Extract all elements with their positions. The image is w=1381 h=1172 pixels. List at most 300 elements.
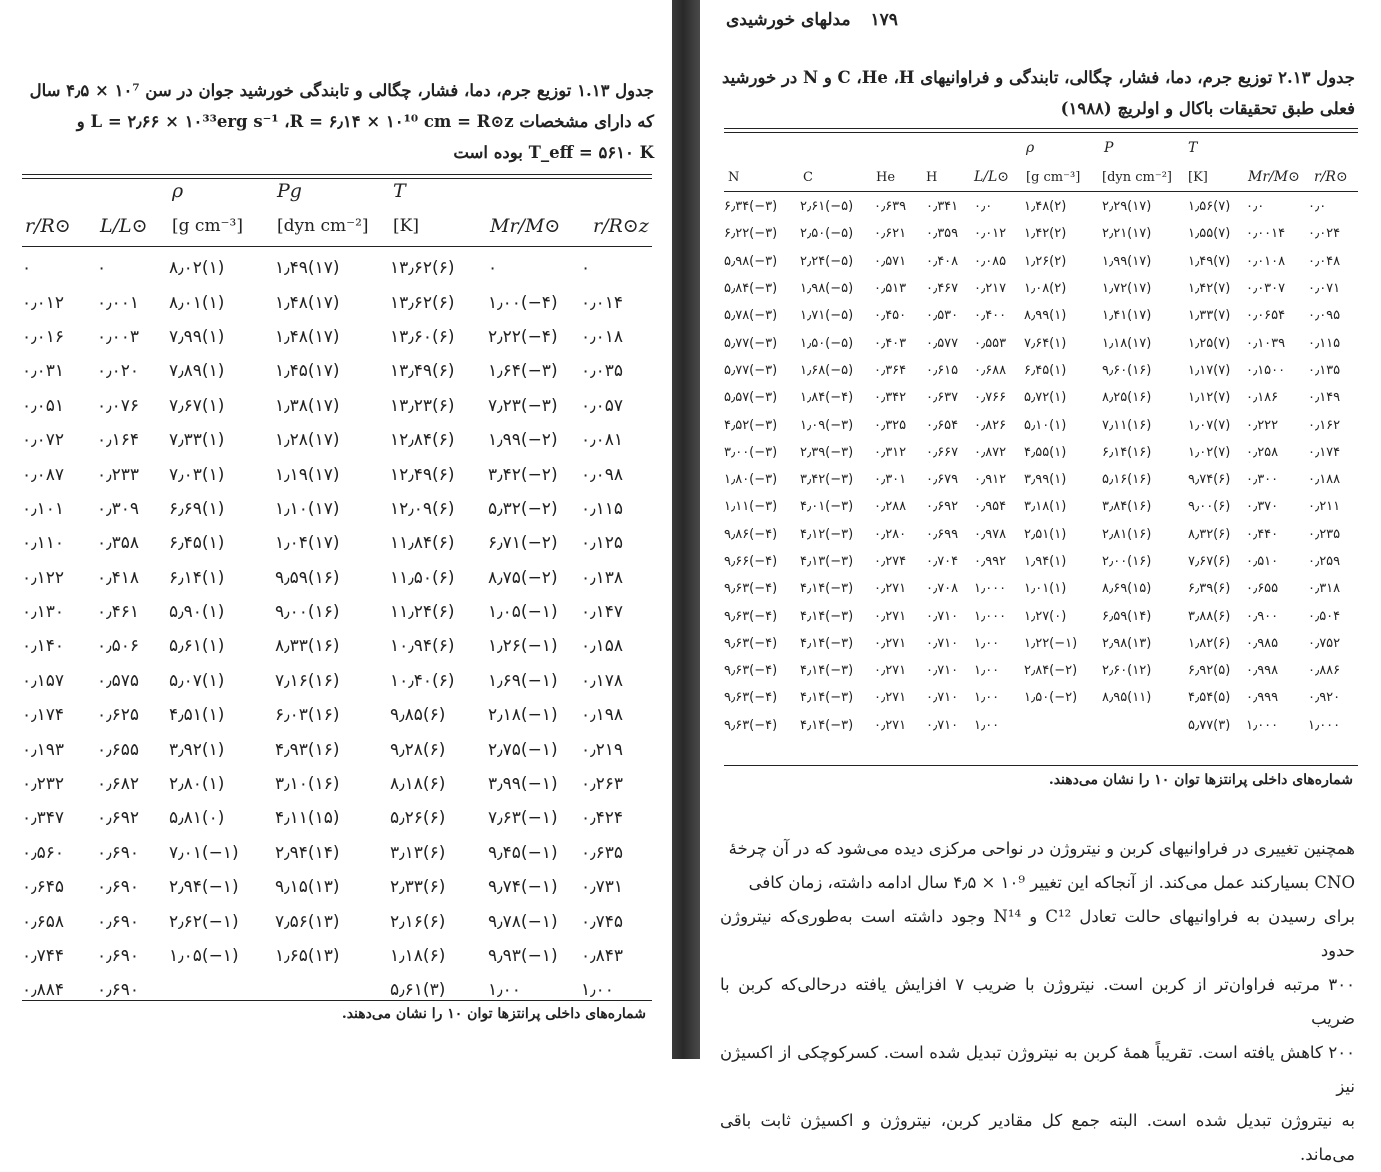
table-cell: ۴٫۱۴(−۳) xyxy=(800,663,854,679)
table-cell: ۰٫۵۷۷ xyxy=(926,335,959,351)
table-cell: ۹٫۶۳(−۴) xyxy=(724,635,778,651)
table-cell: ۲٫۶۱(−۵) xyxy=(800,199,854,215)
table-cell: ۱٫۴۹(۱۷) xyxy=(275,258,340,279)
table-2-13-footnote: شماره‌های داخلی پرانتزها توان ۱۰ را نشان می‌دهند. xyxy=(1048,772,1353,788)
table-cell: ۰٫۱۱۵ xyxy=(581,498,624,519)
table-top-rule-2 xyxy=(724,132,1358,133)
table-cell: ۱٫۰۹(−۳) xyxy=(800,417,854,433)
table-cell: ۱۰٫۹۴(۶) xyxy=(390,636,455,657)
table-cell: ۰٫۶۳۷ xyxy=(926,390,959,406)
table-row xyxy=(22,629,652,663)
table-cell: ۰٫۱۳۰ xyxy=(22,602,65,623)
table-cell: ۰٫۵۷۵ xyxy=(97,670,140,691)
table-cell: ۱٫۶۵(۱۳) xyxy=(275,946,340,966)
table-cell: ۰٫۱۷۸ xyxy=(581,670,624,691)
table-cell: ۱٫۸۲(۶) xyxy=(1188,635,1231,651)
table-cell: ۰٫۷۱۰ xyxy=(926,635,959,651)
book-spine xyxy=(672,0,700,1059)
col-header-l: L/L⊙ xyxy=(974,169,1010,185)
table-cell: ۱٫۹۸(−۵) xyxy=(800,281,854,297)
table-cell: ۱٫۰۵(−۱) xyxy=(488,602,558,623)
table-cell: ۰٫۱۲۲ xyxy=(22,567,65,588)
table-cell: ۰٫۰۶۵۴ xyxy=(1246,308,1286,324)
table-cell: ۰٫۳۴۲ xyxy=(874,390,907,406)
table-cell: ۰٫۲۷۱ xyxy=(874,608,907,624)
table-cell: ۱٫۲۲(−۱) xyxy=(1024,635,1078,651)
table-cell: ۰٫۴۰۳ xyxy=(874,335,907,351)
table-cell: ۱٫۵۰(−۲) xyxy=(1024,690,1078,706)
table-cell: ۱۱٫۵۰(۶) xyxy=(390,567,455,588)
table-cell: ۱٫۱۷(۷) xyxy=(1188,362,1231,378)
table-cell: ۱٫۹۴(۱) xyxy=(1024,554,1067,569)
table-cell: ۵٫۷۸(−۳) xyxy=(724,308,778,324)
col-unit-rho: [g cm⁻³] xyxy=(1026,170,1081,185)
table-cell: ۱٫۱۲(۷) xyxy=(1188,390,1231,406)
table-cell: ۰٫۶۴۵ xyxy=(22,877,65,898)
table-cell: ۷٫۶۴(۱) xyxy=(1024,335,1067,351)
table-cell: ۰٫۲۳۲ xyxy=(22,774,65,795)
table-cell: ۵٫۷۷(۳) xyxy=(1188,717,1231,733)
table-cell: ۰٫۸۸۶ xyxy=(1308,663,1341,679)
table-cell: ۲٫۸۰(۱) xyxy=(169,774,225,795)
table-cell: ۲٫۳۹(−۳) xyxy=(800,444,854,460)
table-cell: ۹٫۸۶(−۴) xyxy=(724,526,778,542)
table-cell: ۲٫۲۴(−۵) xyxy=(800,253,854,269)
table-cell: ۰٫۰۷۶ xyxy=(97,395,140,416)
table-cell: ۰٫۶۱۵ xyxy=(926,362,959,378)
table-cell: ۶٫۴۵(۱) xyxy=(169,533,225,554)
table-cell: ۲٫۱۸(−۱) xyxy=(488,705,558,726)
table-row xyxy=(724,466,1358,493)
table-cell: ۵٫۶۱(۱) xyxy=(169,636,225,657)
table-cell: ۰٫۴۵۰ xyxy=(874,308,907,324)
table-cell: ۰٫۴۰۸ xyxy=(926,253,959,269)
table-cell: ۰٫۰۲۰ xyxy=(97,361,140,382)
table-cell: ۰٫۵۱۰ xyxy=(1246,554,1279,569)
table-cell: ۵٫۹۸(−۳) xyxy=(724,253,778,269)
table-cell: ۰٫۹۹۸ xyxy=(1246,663,1279,679)
table-cell: ۴٫۱۴(−۳) xyxy=(800,717,854,733)
table-cell: ۵٫۷۷(−۳) xyxy=(724,335,778,351)
caption-label: جدول ۱.۱۳ xyxy=(577,81,654,100)
table-cell: ۰٫۵۰۴ xyxy=(1308,608,1341,624)
table-row xyxy=(22,973,652,1007)
left-page xyxy=(0,0,672,1059)
table-row xyxy=(724,275,1358,302)
col-unit-t: [K] xyxy=(393,216,419,236)
table-cell: ۴٫۱۴(−۳) xyxy=(800,581,854,597)
table-cell: ۴٫۵۲(−۳) xyxy=(724,417,778,433)
table-cell: ۸٫۳۲(۶) xyxy=(1188,526,1231,542)
table-cell: ۰٫۰۲۴ xyxy=(1308,226,1341,242)
table-row xyxy=(724,575,1358,602)
table-cell: ۲٫۲۲(−۴) xyxy=(488,326,558,347)
table-cell: ۰٫۵۵۳ xyxy=(974,335,1007,351)
table-cell: ۷٫۶۷(۱) xyxy=(169,395,225,416)
table-cell: ۳٫۸۸(۶) xyxy=(1188,608,1231,624)
table-cell: ۱٫۴۲(۷) xyxy=(1188,281,1231,297)
table-cell: ۶٫۹۲(۵) xyxy=(1188,663,1231,679)
col-header-n: N xyxy=(728,170,740,185)
table-bottom-rule xyxy=(724,765,1358,766)
col-header-rho: ρ xyxy=(1026,140,1035,156)
table-cell: ۹٫۱۵(۱۳) xyxy=(275,877,340,898)
table-cell: ۱٫۶۸(−۵) xyxy=(800,362,854,378)
table-row xyxy=(724,248,1358,275)
table-cell: ۰٫۲۷۱ xyxy=(874,690,907,706)
table-cell: ۱٫۰۰۰ xyxy=(1308,717,1341,733)
table-cell: ۹٫۹۳(−۱) xyxy=(488,946,558,966)
table-cell: ۱٫۰۰۰ xyxy=(1246,717,1279,733)
table-cell: ۴٫۵۵(۱) xyxy=(1024,444,1067,460)
table-cell: ۰٫۹۵۴ xyxy=(974,499,1007,515)
table-cell: ۴٫۱۴(−۳) xyxy=(800,690,854,706)
table-cell: ۱۲٫۰۹(۶) xyxy=(390,498,455,519)
table-cell: ۷٫۹۹(۱) xyxy=(169,326,225,347)
paragraph-line: ۳۰۰ مرتبه فراوان‌تر از کربن است. نیتروژن با ضریب ۷ افزایش یافته درحالی‌که کربن با ضریب xyxy=(720,975,1355,1028)
caption-line-2: فعلی طبق تحقیقات باکال و اولریچ (۱۹۸۸) xyxy=(1060,99,1355,118)
table-cell: ۰٫۲۷۱ xyxy=(874,635,907,651)
table-cell: ۰٫۰۰۱۴ xyxy=(1246,226,1286,242)
table-row xyxy=(22,836,652,870)
table-cell: ۱٫۷۱(−۵) xyxy=(800,308,854,324)
table-cell: ۰٫۱۱۵ xyxy=(1308,335,1341,351)
table-cell: ۵٫۶۱(۳) xyxy=(390,980,446,1001)
table-cell: ۹٫۶۳(−۴) xyxy=(724,581,778,597)
table-cell: ۰٫۰ xyxy=(1246,199,1265,215)
table-cell: ۰٫۵۶۰ xyxy=(22,842,65,863)
table-cell xyxy=(1024,712,1102,739)
table-cell: ۱٫۴۸(۲) xyxy=(1024,199,1067,215)
table-row xyxy=(22,595,652,629)
table-cell: ۰٫۳۷۰ xyxy=(1246,499,1279,515)
col-header-r: r/R⊙ xyxy=(1314,169,1348,185)
table-row xyxy=(724,712,1358,739)
table-cell: ۰٫۱۳۵ xyxy=(1308,362,1341,378)
table-cell: ۱٫۲۷(۰) xyxy=(1024,608,1067,624)
table-cell: ۰٫۱۶۲ xyxy=(1308,417,1341,433)
table-row xyxy=(22,664,652,698)
table-cell: ۰٫۸۸۴ xyxy=(22,980,65,1001)
table-cell: ۱۲٫۸۴(۶) xyxy=(390,430,455,451)
table-cell: ۱۳٫۲۳(۶) xyxy=(390,395,455,416)
table-row xyxy=(22,251,652,285)
table-cell: ۵٫۲۶(۶) xyxy=(390,808,446,829)
table-cell: ۰٫۰۳۵ xyxy=(581,361,624,382)
table-bottom-rule xyxy=(22,1000,652,1001)
table-cell: ۰٫۱۸۸ xyxy=(1308,472,1341,488)
table-cell: ۵٫۵۷(−۳) xyxy=(724,390,778,406)
table-cell: ۰٫۶۹۲ xyxy=(97,808,140,829)
table-cell: ۲٫۹۴(−۱) xyxy=(169,877,239,898)
table-cell: ۳٫۴۲(−۳) xyxy=(800,472,854,488)
table-cell: ۱٫۰۷(۷) xyxy=(1188,417,1231,433)
table-cell: ۸٫۹۹(۱) xyxy=(1024,308,1067,324)
table-cell: ۲٫۵۱(۱) xyxy=(1024,526,1067,542)
table-cell: ۱٫۰۰ xyxy=(581,980,614,1001)
table-cell: ۹٫۷۸(−۱) xyxy=(488,911,558,932)
body-paragraph xyxy=(720,832,1355,1172)
table-cell: ۰٫۰۸۷ xyxy=(22,464,65,485)
table-cell: ۳٫۹۲(۱) xyxy=(169,739,225,760)
col-header-m: Mr/M⊙ xyxy=(1248,169,1300,185)
table-cell: ۰٫۱۱۰ xyxy=(22,533,65,554)
chapter-title: مدلهای خورشیدی xyxy=(726,10,851,30)
table-cell: ۱٫۰۰(−۴) xyxy=(488,292,558,313)
table-cell: ۰٫۵۷۱ xyxy=(874,253,907,269)
table-row xyxy=(22,801,652,835)
table-cell: ۰٫۱۰۳۹ xyxy=(1246,335,1286,351)
table-cell: ۵٫۷۲(۱) xyxy=(1024,390,1067,406)
table-cell: ۹٫۶۳(−۴) xyxy=(724,663,778,679)
col-header-p: P xyxy=(1104,140,1114,156)
col-header-he: He xyxy=(876,170,896,185)
col-unit-pg: [dyn cm⁻²] xyxy=(277,216,369,236)
table-1-13-footnote: شماره‌های داخلی پرانتزها توان ۱۰ را نشان می‌دهند. xyxy=(341,1006,646,1022)
table-cell: ۰ xyxy=(488,258,498,279)
col-unit-t: [K] xyxy=(1188,170,1208,185)
table-cell: ۱٫۳۸(۱۷) xyxy=(275,395,340,416)
table-cell: ۰٫۷۱۰ xyxy=(926,690,959,706)
table-cell: ۱۰٫۴۰(۶) xyxy=(390,670,455,691)
table-cell: ۷٫۰۳(۱) xyxy=(169,464,225,485)
table-cell: ۷٫۶۷(۶) xyxy=(1188,554,1231,569)
table-cell: ۲٫۹۴(۱۴) xyxy=(275,842,340,863)
table-cell: ۱٫۰۲(۷) xyxy=(1188,444,1231,460)
table-cell: ۰٫۹۸۵ xyxy=(1246,635,1279,651)
table-cell: ۰٫۶۹۰ xyxy=(97,946,140,966)
table-cell: ۳٫۱۳(۶) xyxy=(390,842,446,863)
table-cell: ۰٫۳۶۴ xyxy=(874,362,907,378)
table-cell: ۱۱٫۸۴(۶) xyxy=(390,533,455,554)
table-cell: ۲٫۵۰(−۵) xyxy=(800,226,854,242)
table-cell: ۰٫۸۴۳ xyxy=(581,946,624,966)
table-cell: ۵٫۸۴(−۳) xyxy=(724,281,778,297)
table-cell: ۰٫۷۶۶ xyxy=(974,390,1007,406)
table-cell: ۲٫۰۰(۱۶) xyxy=(1102,554,1152,569)
table-row xyxy=(22,320,652,354)
table-cell: ۰٫۳۰۰ xyxy=(1246,472,1279,488)
table-cell: ۸٫۰۱(۱) xyxy=(169,292,225,313)
table-cell: ۲٫۸۱(۱۶) xyxy=(1102,526,1152,542)
table-row xyxy=(22,423,652,457)
table-cell: ۱٫۹۹(۱۷) xyxy=(1102,253,1152,269)
table-row xyxy=(22,526,652,560)
table-cell: ۵٫۳۲(−۲) xyxy=(488,498,558,519)
table-cell: ۱٫۸۰(−۳) xyxy=(724,472,778,488)
table-row xyxy=(724,411,1358,438)
table-row xyxy=(22,285,652,319)
table-cell: ۷٫۸۹(۱) xyxy=(169,361,225,382)
table-cell: ۹٫۵۹(۱۶) xyxy=(275,567,340,588)
table-cell: ۰٫۰۱۶ xyxy=(22,326,65,347)
table-cell: ۱٫۱۸(۶) xyxy=(390,946,446,966)
table-cell: ۰٫۱۷۴ xyxy=(22,705,65,726)
table-cell: ۰٫۶۹۲ xyxy=(926,499,959,515)
table-cell: ۰٫۰۱۸ xyxy=(581,326,624,347)
paragraph-line: به نیتروژن تبدیل شده است. البته جمع کل مقادیر کربن، نیتروژن و اکسیژن ثابت باقی می‌ماند. xyxy=(720,1111,1355,1164)
table-cell: ۰٫۰ xyxy=(974,199,993,215)
table-cell: ۰٫۰۹۸ xyxy=(581,464,624,485)
table-cell: ۱٫۵۶(۷) xyxy=(1188,199,1231,215)
table-cell: ۱٫۰۵(−۱) xyxy=(169,946,239,966)
table-cell: ۰٫۵۳۰ xyxy=(926,308,959,324)
table-cell: ۰٫۷۵۲ xyxy=(1308,635,1341,651)
table-cell: ۰٫۴۰۰ xyxy=(974,308,1007,324)
table-cell: ۰٫۶۹۰ xyxy=(97,877,140,898)
table-cell: ۱٫۴۸(۱۷) xyxy=(275,326,340,347)
table-row xyxy=(724,684,1358,711)
table-cell: ۰٫۲۸۸ xyxy=(874,499,907,515)
table-cell: ۴٫۱۳(−۳) xyxy=(800,554,854,569)
table-cell: ۶٫۵۹(۱۴) xyxy=(1102,608,1152,624)
table-cell: ۰٫۶۵۵ xyxy=(97,739,140,760)
col-header-c: C xyxy=(803,170,813,185)
table-cell: ۷٫۰۱(−۱) xyxy=(169,842,239,863)
table-cell: ۰٫۱۴۰ xyxy=(22,636,65,657)
table-cell: ۱٫۲۶(۲) xyxy=(1024,253,1067,269)
page-number: ۱۷۹ xyxy=(870,10,898,30)
table-cell: ۰٫۳۵۹ xyxy=(926,226,959,242)
table-cell: ۰٫۱۳۸ xyxy=(581,567,624,588)
table-row xyxy=(724,357,1358,384)
table-cell: ۷٫۶۳(−۱) xyxy=(488,808,558,829)
table-cell: ۰٫۴۶۱ xyxy=(97,602,140,623)
table-cell: ۶٫۰۳(۱۶) xyxy=(275,705,340,726)
table-cell xyxy=(275,973,390,1007)
table-cell: ۳٫۴۲(−۲) xyxy=(488,464,558,485)
table-cell: ۲٫۲۹(۱۷) xyxy=(1102,199,1152,215)
table-cell: ۲٫۹۸(۱۳) xyxy=(1102,635,1152,651)
table-cell: ۱٫۰۱(۱) xyxy=(1024,581,1067,597)
table-cell: ۰٫۰۳۰۷ xyxy=(1246,281,1286,297)
paragraph-line: برای رسیدن به فراوانیهای حالت تعادل C¹² و N¹⁴ وجود داشته است به‌طوری‌که نیتروژن حدود xyxy=(720,907,1356,960)
table-cell: ۰٫۲۱۱ xyxy=(1308,499,1341,515)
table-cell: ۵٫۸۱(۰) xyxy=(169,808,225,829)
col-header-t: T xyxy=(1188,140,1198,156)
table-cell: ۰٫۱۹۳ xyxy=(22,739,65,760)
table-cell: ۰٫۰۰۱ xyxy=(97,292,140,313)
table-cell: ۰٫۳۱۲ xyxy=(874,444,907,460)
table-cell: ۰٫۷۱۰ xyxy=(926,717,959,733)
table-cell: ۶٫۴۵(۱) xyxy=(1024,362,1067,378)
table-cell: ۳٫۰۰(−۳) xyxy=(724,444,778,460)
table-cell: ۲٫۱۶(۶) xyxy=(390,911,446,932)
table-cell: ۰٫۰۳۱ xyxy=(22,361,65,382)
table-1-13 xyxy=(22,251,652,1008)
col-header-rz: r/R⊙z xyxy=(593,215,649,237)
table-cell: ۰٫۹۱۲ xyxy=(974,472,1007,488)
table-cell: ۸٫۰۲(۱) xyxy=(169,258,225,279)
table-cell: ۰٫۲۱۹ xyxy=(581,739,624,760)
table-cell: ۴٫۱۱(۱۵) xyxy=(275,808,340,829)
table-cell: ۰ xyxy=(97,258,107,279)
table-cell: ۵٫۰۷(۱) xyxy=(169,670,225,691)
table-cell: ۱٫۴۸(۱۷) xyxy=(275,292,340,313)
table-cell: ۱٫۵۰(−۵) xyxy=(800,335,854,351)
table-cell: ۰٫۱۵۰۰ xyxy=(1246,362,1286,378)
table-cell: ۰٫۰۷۱ xyxy=(1308,281,1341,297)
table-cell: ۰٫۹۹۹ xyxy=(1246,690,1279,706)
table-cell: ۰٫۰۵۷ xyxy=(581,395,624,416)
table-cell: ۱٫۰۰ xyxy=(974,635,1000,651)
table-cell: ۰٫۰۱۰۸ xyxy=(1246,253,1286,269)
table-cell: ۱٫۷۲(۱۷) xyxy=(1102,281,1152,297)
table-cell: ۰٫۸۲۶ xyxy=(974,417,1007,433)
table-cell: ۰٫۰۱۲ xyxy=(22,292,65,313)
table-cell: ۰٫۶۵۸ xyxy=(22,911,65,932)
table-cell: ۱۳٫۶۰(۶) xyxy=(390,326,455,347)
table-cell: ۱٫۶۹(−۱) xyxy=(488,670,558,691)
table-cell: ۰٫۱۲۵ xyxy=(581,533,624,554)
table-cell: ۷٫۱۱(۱۶) xyxy=(1102,417,1152,433)
table-cell: ۰٫۷۱۰ xyxy=(926,608,959,624)
table-cell: ۵٫۱۶(۱۶) xyxy=(1102,472,1152,488)
table-row xyxy=(22,767,652,801)
table-row xyxy=(724,630,1358,657)
table-cell: ۰٫۹۰۰ xyxy=(1246,608,1279,624)
header-bottom-rule xyxy=(22,246,652,247)
table-cell: ۰٫۶۳۵ xyxy=(581,842,624,863)
table-cell: ۰٫۰۱۲ xyxy=(974,226,1007,242)
table-cell: ۱٫۱۰(۱۷) xyxy=(275,498,340,519)
table-cell: ۰٫۱۴۷ xyxy=(581,602,624,623)
table-cell: ۹٫۰۰(۶) xyxy=(1188,499,1231,515)
table-cell: ۰٫۰۵۱ xyxy=(22,395,65,416)
table-cell: ۴٫۱۴(−۳) xyxy=(800,635,854,651)
table-cell: ۵٫۹۰(۱) xyxy=(169,602,225,623)
table-cell: ۲٫۶۲(−۱) xyxy=(169,911,239,932)
table-cell: ۰٫۶۲۱ xyxy=(874,226,907,242)
table-cell: ۴٫۱۴(−۳) xyxy=(800,608,854,624)
table-row xyxy=(22,732,652,766)
table-cell: ۰٫۰ xyxy=(1308,199,1327,215)
table-cell: ۷٫۵۶(۱۳) xyxy=(275,911,340,932)
table-cell: ۵٫۱۰(۱) xyxy=(1024,417,1067,433)
table-cell: ۹٫۶۰(۱۶) xyxy=(1102,362,1152,378)
table-cell: ۱٫۰۰۰ xyxy=(974,608,1007,624)
table-cell: ۰٫۴۱۸ xyxy=(97,567,140,588)
table-cell: ۱٫۲۶(−۱) xyxy=(488,636,558,657)
table-cell: ۷٫۳۳(۱) xyxy=(169,430,225,451)
table-cell: ۰٫۶۲۵ xyxy=(97,705,140,726)
table-1-13-caption xyxy=(24,75,654,168)
table-cell: ۰٫۴۴۰ xyxy=(1246,526,1279,542)
table-cell: ۹٫۲۸(۶) xyxy=(390,739,446,760)
table-cell: ۰٫۱۴۹ xyxy=(1308,390,1341,406)
table-cell: ۰٫۶۳۹ xyxy=(874,199,907,215)
table-cell: ۰ xyxy=(22,258,32,279)
table-2-13 xyxy=(724,193,1358,739)
table-cell: ۸٫۶۹(۱۵) xyxy=(1102,581,1152,597)
table-cell: ۶٫۶۹(۱) xyxy=(169,498,225,519)
table-row xyxy=(724,548,1358,575)
table-cell: ۸٫۷۵(−۲) xyxy=(488,567,558,588)
table-cell: ۰٫۶۸۲ xyxy=(97,774,140,795)
table-cell: ۰٫۵۰۶ xyxy=(97,636,140,657)
table-cell: ۱۳٫۴۹(۶) xyxy=(390,361,455,382)
table-cell: ۰٫۷۴۵ xyxy=(581,911,624,932)
col-header-m: Mr/M⊙ xyxy=(490,215,561,237)
table-cell: ۰٫۲۲۲ xyxy=(1246,417,1279,433)
table-cell: ۰٫۱۹۸ xyxy=(581,705,624,726)
table-row xyxy=(22,457,652,491)
table-cell: ۳٫۸۴(۱۶) xyxy=(1102,499,1152,515)
table-cell: ۱۳٫۶۲(۶) xyxy=(390,292,455,313)
table-cell: ۰٫۲۸۰ xyxy=(874,526,907,542)
table-cell: ۳٫۹۹(۱) xyxy=(1024,472,1067,488)
col-header-rho: ρ xyxy=(172,180,184,202)
